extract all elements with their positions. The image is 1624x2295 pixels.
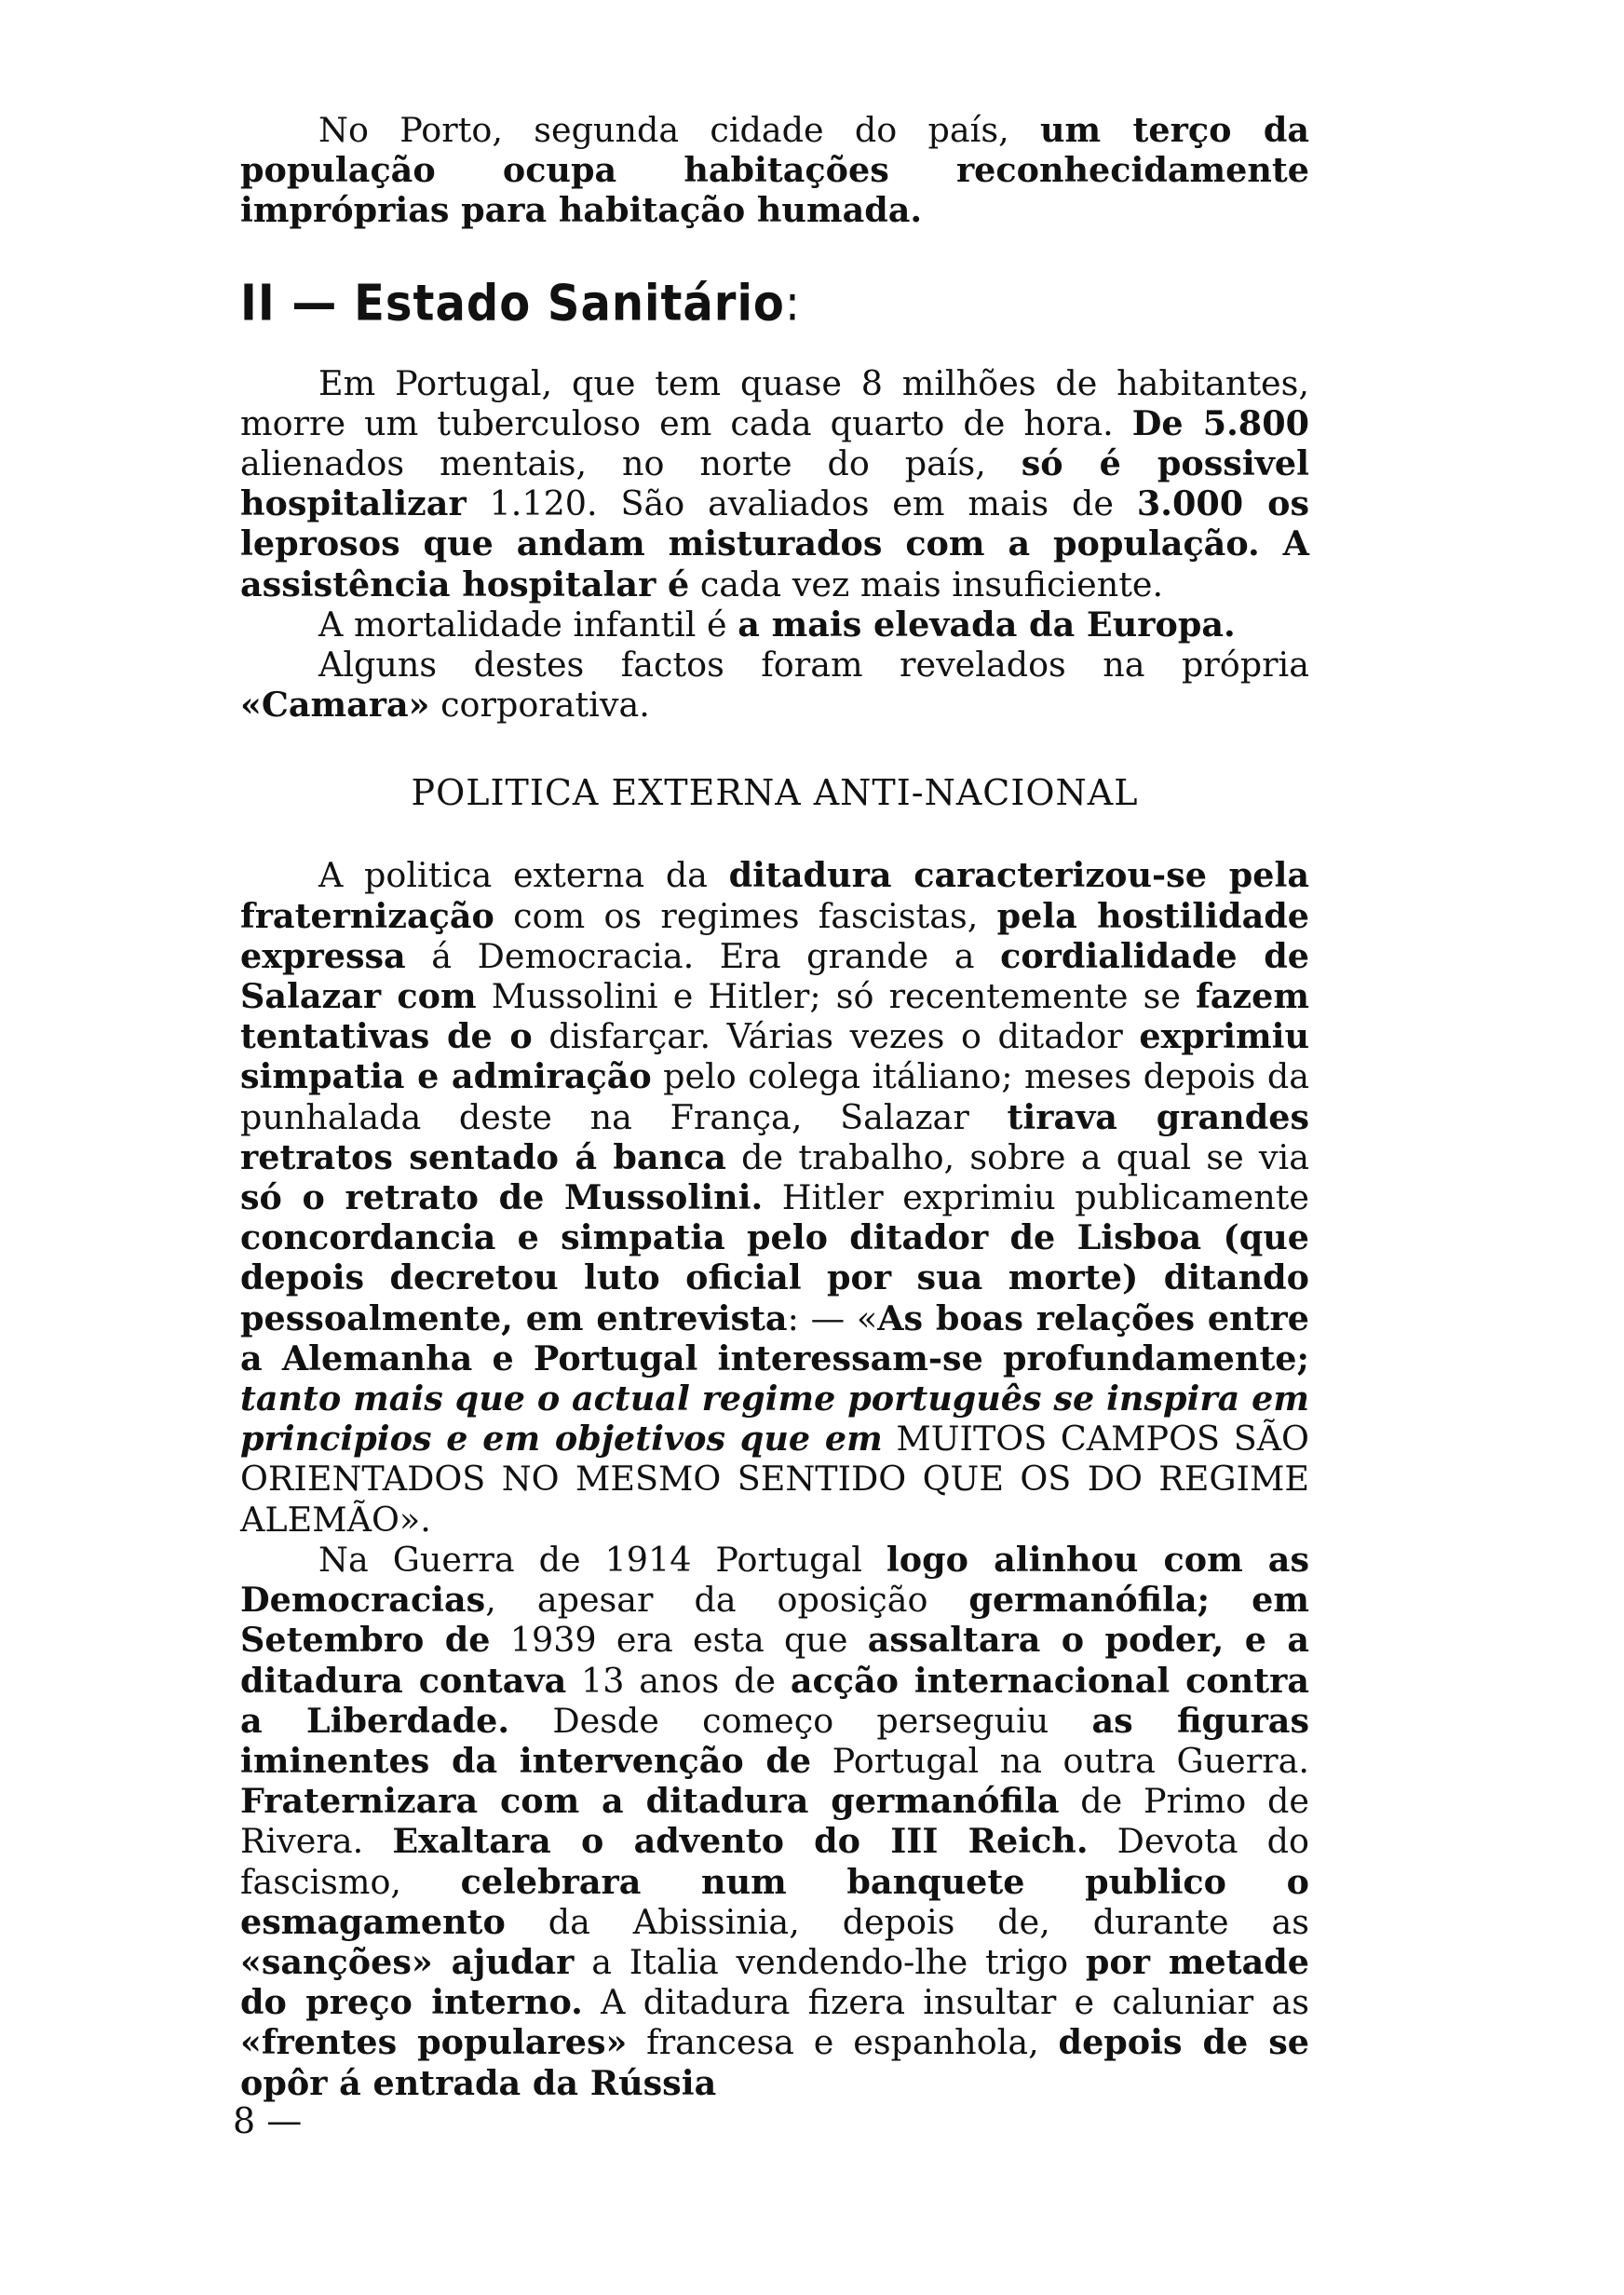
text-run: de Primo de Rivera. xyxy=(240,1781,1309,1862)
heading-politica-externa: POLITICA EXTERNA ANTI-NACIONAL xyxy=(411,772,1139,814)
text-run-bold: exprimiu simpatia e admiração xyxy=(240,1016,1309,1097)
text-run-bold: só o retrato de Mussolini. xyxy=(240,1177,764,1218)
text-run: francesa e espanhola, xyxy=(627,2022,1059,2063)
text-run: pelo colega itáliano; meses depois da punhalada deste na França, Salazar xyxy=(240,1056,1309,1137)
text-run: Alguns destes factos foram revelados na própria xyxy=(318,645,1309,686)
text-run-bold: cordialidade de Salazar com xyxy=(240,935,1310,1017)
text-run: A politica externa da xyxy=(318,855,729,896)
text-run-bold: As boas relações entre a Alemanha e Portugal interessam-se profundamente; xyxy=(240,1297,1309,1378)
text-run: Portugal na outra Guerra. xyxy=(811,1740,1309,1781)
text-run: : — « xyxy=(787,1297,878,1338)
text-run-bold: depois de se opôr á entrada da Rússia xyxy=(240,2022,1309,2103)
text-run: com os regimes fascistas, xyxy=(494,895,997,936)
text-run-bold: «frentes populares» xyxy=(240,2022,628,2063)
text-run: , apesar da oposição xyxy=(485,1580,969,1621)
text-run: de trabalho, sobre a qual se via xyxy=(725,1136,1309,1177)
text-run-bold: celebrara num banquete publico o esmagamento xyxy=(240,1861,1309,1942)
text-run: 1.120. São avaliados em mais de xyxy=(466,483,1137,524)
text-run: cada vez mais insuficiente. xyxy=(689,564,1164,604)
section-title-colon: : xyxy=(784,273,802,333)
text-run: da Abissinia, depois de, durante as xyxy=(505,1901,1309,1942)
paragraph-camara-corporativa xyxy=(240,645,1309,725)
paragraph-health-statistics xyxy=(240,363,1309,604)
text-run-bold: De 5.800 xyxy=(1131,402,1309,443)
page-number: 8 — xyxy=(233,2100,303,2141)
text-run-bold: só é possivel hospitalizar xyxy=(240,443,1309,524)
text-run-bold: Fraternizara com a ditadura germanófila xyxy=(240,1781,1060,1822)
text-run-bold: ditadura caracterizou-se pela fraternização xyxy=(240,855,1310,936)
paragraph-infant-mortality xyxy=(240,604,1309,645)
text-run-bold: fazem tentativas de o xyxy=(240,976,1310,1057)
text-run: 1939 era esta que xyxy=(490,1620,868,1661)
text-run-bold: a mais elevada da Europa. xyxy=(738,604,1236,645)
text-run: A ditadura fizera insultar e caluniar as xyxy=(582,1982,1309,2023)
text-run-bold: Exaltara o advento do III Reich. xyxy=(392,1821,1089,1862)
text-run-bold: por metade do preço interno. xyxy=(240,1941,1309,2023)
text-run: corporativa. xyxy=(429,685,650,726)
text-run: A mortalidade infantil é xyxy=(318,604,738,645)
text-run-bold: assaltara o poder, e a ditadura contava xyxy=(240,1620,1309,1701)
text-run: á Democracia. Era grande a xyxy=(405,935,1001,976)
text-run: 13 anos de xyxy=(566,1660,791,1701)
text-run-bold: concordancia e simpatia pelo ditador de Lisboa (que depois decretou luto oficial por sua morte) ditando pessoalmente, em entrevista xyxy=(240,1217,1309,1338)
text-run: Hitler exprimiu publicamente xyxy=(763,1177,1309,1218)
text-run: Mussolini e Hitler; só recentemente se xyxy=(476,976,1197,1017)
text-run-bold: as figuras iminentes da intervenção de xyxy=(240,1700,1309,1781)
section-title-text: II — Estado Sanitário xyxy=(240,273,785,333)
text-run-bold: 3.000 os leprosos que andam misturados com a população. A assistência hospitalar é xyxy=(240,483,1310,604)
paragraph-great-war xyxy=(240,1540,1309,2103)
text-run: Desde começo perseguiu xyxy=(509,1700,1092,1741)
text-run-bold: logo alinhou com as Democracias xyxy=(240,1539,1309,1621)
text-run-bold: acção internacional contra a Liberdade. xyxy=(240,1660,1309,1741)
text-run: No Porto, segunda cidade do país, xyxy=(318,110,1040,150)
text-run-bold: tirava grandes retratos sentado á banca xyxy=(240,1096,1309,1177)
section-title-estado-sanitario xyxy=(240,274,1309,333)
paragraph-foreign-policy xyxy=(240,855,1309,1539)
text-run-bold: «Camara» xyxy=(240,685,430,726)
text-run-bold: «sanções» ajudar xyxy=(240,1941,575,1982)
text-run: Devota do fascismo, xyxy=(240,1821,1309,1902)
paragraph-porto-housing xyxy=(240,110,1309,231)
text-run: Em Portugal, que tem quase 8 milhões de habitantes, morre um tuberculoso em cada quarto de hora. xyxy=(240,362,1309,443)
text-run: Na Guerra de 1914 Portugal xyxy=(318,1539,886,1580)
text-run-bold: germanófila; em Setembro de xyxy=(240,1580,1309,1661)
text-run: alienados mentais, no norte do país, xyxy=(240,443,1022,484)
text-run: disfarçar. Várias vezes o ditador xyxy=(532,1016,1140,1057)
text-run-bold: um terço da população ocupa habitações reconhecidamente impróprias para habitação humada. xyxy=(240,110,1309,231)
text-run-bold: pela hostilidade expressa xyxy=(240,895,1309,976)
text-run: a Italia vendendo-lhe trigo xyxy=(574,1941,1086,1982)
text-run: MUITOS CAMPOS SÃO ORIENTADOS NO MESMO SENTIDO QUE OS DO REGIME ALEMÃO». xyxy=(240,1419,1309,1540)
text-run-bold-italic: tanto mais que o actual regime português se inspira em principios e em objetivos que em xyxy=(240,1378,1309,1460)
page-text-block xyxy=(240,110,1309,2103)
